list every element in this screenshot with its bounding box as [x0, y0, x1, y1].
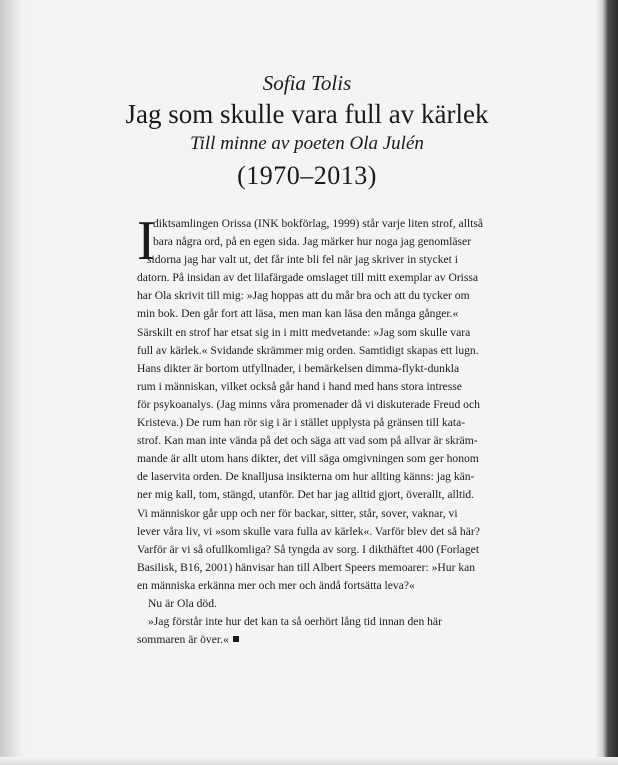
body-line: Vi människor går upp och ner för backar, sitter, står, sover, vaknar, vi: [137, 506, 458, 520]
life-years: (1970–2013): [237, 161, 377, 190]
author-name: Sofia Tolis: [262, 71, 352, 95]
body-line: datorn. På insidan av det lilafärgade omslaget till mitt exemplar av Orissa: [137, 271, 479, 285]
body-line: har Ola skrivit till mig: »Jag hoppas att du mår bra och att du tycker om: [137, 289, 470, 303]
article-title: Jag som skulle vara full av kärlek: [125, 99, 489, 129]
end-of-article-mark: [233, 636, 239, 642]
body-line: för psykoanalys. (Jag minns våra promenader då vi diskuterade Freud och: [137, 397, 480, 411]
body-line: rum i människan, vilket också går hand i hand med hans stora intresse: [137, 379, 462, 393]
body-line: Varför är vi så ofullkomliga? Så tyngda av sorg. I dikthäftet 400 (Forlaget: [137, 542, 480, 556]
body-line: bara några ord, på en egen sida. Jag märker hur noga jag genomläser: [153, 235, 472, 249]
body-line: Kristeva.) De rum han rör sig i är i stället upplysta på gränsen till kata-: [137, 416, 466, 430]
body-line: lever våra liv, vi »som skulle vara fulla av kärlek«. Varför blev det så här?: [137, 524, 480, 538]
body-line: de laservita orden. De knalljusa insikterna om hur allting känns: jag kän-: [137, 470, 475, 484]
drop-cap: I: [137, 210, 156, 272]
article-body: [137, 210, 497, 649]
body-line: Särskilt en strof har etsat sig in i mitt medvetande: »Jag som skulle vara: [137, 325, 471, 339]
page-edge: [596, 0, 618, 765]
body-line: sommaren är över.«: [137, 633, 229, 647]
body-line: »Jag förstår inte hur det kan ta så oerhört lång tid innan den här: [148, 615, 442, 629]
body-line: full av kärlek.« Svidande skrämmer mig orden. Samtidigt skapas ett lugn.: [137, 343, 479, 357]
body-line: diktsamlingen Orissa (INK bokförlag, 1999) står varje liten strof, alltså: [153, 217, 484, 230]
body-line: mande är allt utom hans dikter, det vill säga omgivningen som ger honom: [137, 452, 479, 466]
dedication-line: Till minne av poeten Ola Julén: [190, 133, 424, 154]
body-line: Nu är Ola död.: [148, 596, 217, 610]
body-line: Basilisk, B16, 2001) hänvisar han till Albert Speers memoarer: »Hur kan: [137, 560, 476, 574]
body-line: Hans dikter är bortom utfyllnader, i bemärkelsen dimma-flykt-dunkla: [137, 361, 460, 375]
body-line: min bok. Den går fort att läsa, men man kan läsa den många gånger.«: [137, 307, 459, 321]
body-line: en människa erkänna mer och mer och ändå fortsätta leva?«: [137, 578, 415, 592]
binding-shadow: [0, 0, 26, 765]
page-bottom-edge: [0, 757, 618, 765]
body-line: sidorna jag har valt ut, det får inte bli fel när jag skriver in stycket i: [147, 253, 458, 267]
body-line: strof. Kan man inte vända på det och säga att vad som på allvar är skräm-: [137, 434, 478, 448]
body-line: ner mig kall, tom, stängd, utanför. Det har jag alltid gjort, överallt, alltid.: [137, 488, 475, 502]
article-header: [26, 70, 588, 192]
body-last-line: [137, 631, 497, 649]
